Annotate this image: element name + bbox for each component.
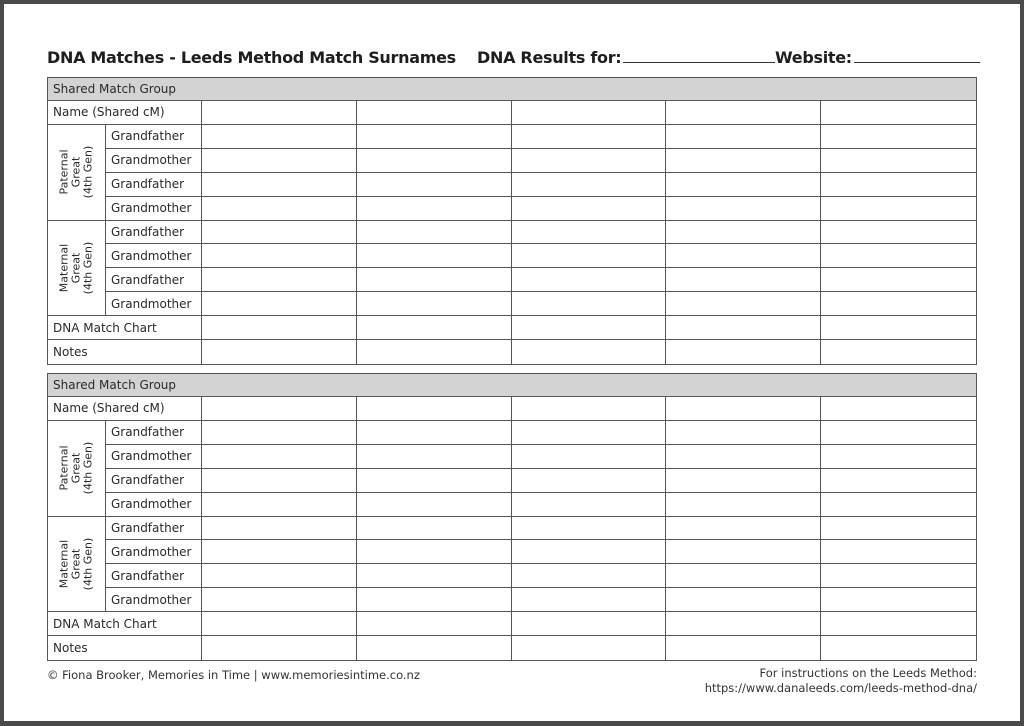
entry-cell[interactable]: [512, 445, 667, 469]
paternal-row-label: Grandfather: [106, 173, 202, 197]
entry-cell[interactable]: [821, 101, 976, 125]
entry-cell[interactable]: [821, 421, 976, 445]
entry-cell[interactable]: [357, 397, 512, 421]
paternal-row-label: Grandfather: [106, 421, 202, 445]
entry-cell[interactable]: [357, 340, 512, 364]
paternal-row-label: Grandfather: [106, 469, 202, 493]
page-header: [47, 48, 977, 70]
entry-cell[interactable]: [821, 517, 976, 541]
paternal-great-label: Paternal Great (4th Gen): [57, 145, 95, 199]
entry-cell[interactable]: [821, 612, 976, 636]
website-field: [775, 48, 980, 67]
entry-cell[interactable]: [666, 316, 821, 340]
entry-cell[interactable]: [821, 173, 976, 197]
entry-cell[interactable]: [512, 636, 667, 660]
entry-cell[interactable]: [202, 292, 357, 316]
entry-cell[interactable]: [357, 445, 512, 469]
maternal-row-label: Grandmother: [106, 292, 202, 316]
entry-cell[interactable]: [512, 517, 667, 541]
entry-cell[interactable]: [357, 493, 512, 517]
entry-cell[interactable]: [821, 493, 976, 517]
entry-cell[interactable]: [357, 421, 512, 445]
maternal-row-label: Grandmother: [106, 588, 202, 612]
entry-cell[interactable]: [357, 636, 512, 660]
name-shared-cm-label: Name (Shared cM): [48, 397, 202, 421]
entry-cell[interactable]: [202, 612, 357, 636]
entry-cell[interactable]: [512, 149, 667, 173]
entry-cell[interactable]: [666, 564, 821, 588]
entry-cell[interactable]: [357, 292, 512, 316]
notes-label: Notes: [48, 340, 202, 364]
footer-instructions: [705, 666, 977, 696]
entry-cell[interactable]: [821, 292, 976, 316]
maternal-row-label: Grandmother: [106, 540, 202, 564]
maternal-great-label: Maternal Great (4th Gen): [57, 537, 95, 591]
group-header: Shared Match Group: [47, 373, 977, 397]
paternal-great-label-cell: [48, 125, 106, 221]
entry-cell[interactable]: [202, 197, 357, 221]
paternal-row-label: Grandmother: [106, 197, 202, 221]
paternal-row-label: Grandmother: [106, 493, 202, 517]
entry-cell[interactable]: [821, 197, 976, 221]
entry-cell[interactable]: [666, 540, 821, 564]
maternal-row-label: Grandfather: [106, 517, 202, 541]
paternal-row-label: Grandmother: [106, 445, 202, 469]
maternal-row-label: Grandfather: [106, 221, 202, 245]
entry-cell[interactable]: [821, 244, 976, 268]
entry-cell[interactable]: [202, 340, 357, 364]
entry-cell[interactable]: [666, 221, 821, 245]
entry-cell[interactable]: [357, 469, 512, 493]
entry-cell[interactable]: [357, 564, 512, 588]
entry-cell[interactable]: [202, 244, 357, 268]
entry-cell[interactable]: [512, 397, 667, 421]
maternal-row-label: Grandfather: [106, 268, 202, 292]
maternal-great-label-cell: [48, 221, 106, 317]
entry-cell[interactable]: [821, 149, 976, 173]
entry-cell[interactable]: [512, 340, 667, 364]
entry-cell[interactable]: [512, 493, 667, 517]
entry-cell[interactable]: [202, 421, 357, 445]
entry-cell[interactable]: [202, 469, 357, 493]
entry-cell[interactable]: [202, 397, 357, 421]
entry-cell[interactable]: [512, 292, 667, 316]
website-label: Website:: [775, 48, 852, 67]
entry-cell[interactable]: [666, 588, 821, 612]
entry-cell[interactable]: [202, 588, 357, 612]
dna-match-chart-label: DNA Match Chart: [48, 316, 202, 340]
entry-cell[interactable]: [666, 340, 821, 364]
entry-cell[interactable]: [512, 469, 667, 493]
entry-cell[interactable]: [821, 397, 976, 421]
entry-cell[interactable]: [666, 517, 821, 541]
entry-cell[interactable]: [202, 636, 357, 660]
entry-cell[interactable]: [666, 197, 821, 221]
footer-instructions-link[interactable]: https://www.danaleeds.com/leeds-method-dna/: [704, 681, 977, 695]
paternal-great-label: Paternal Great (4th Gen): [57, 441, 95, 495]
match-grid: [47, 101, 977, 365]
entry-cell[interactable]: [202, 540, 357, 564]
maternal-great-label-cell: [48, 517, 106, 613]
entry-cell[interactable]: [512, 268, 667, 292]
entry-cell[interactable]: [666, 125, 821, 149]
entry-cell[interactable]: [357, 149, 512, 173]
entry-cell[interactable]: [202, 493, 357, 517]
entry-cell[interactable]: [202, 221, 357, 245]
entry-cell[interactable]: [512, 244, 667, 268]
dna-results-label: DNA Results for:: [477, 48, 622, 67]
paternal-row-label: Grandmother: [106, 149, 202, 173]
entry-cell[interactable]: [821, 340, 976, 364]
notes-label: Notes: [48, 636, 202, 660]
entry-cell[interactable]: [202, 173, 357, 197]
dna-results-blank-line[interactable]: [623, 48, 775, 63]
entry-cell[interactable]: [357, 517, 512, 541]
entry-cell[interactable]: [512, 221, 667, 245]
website-blank-line[interactable]: [854, 48, 980, 63]
entry-cell[interactable]: [357, 197, 512, 221]
entry-cell[interactable]: [357, 588, 512, 612]
entry-cell[interactable]: [357, 540, 512, 564]
entry-cell[interactable]: [512, 588, 667, 612]
entry-cell[interactable]: [512, 564, 667, 588]
name-shared-cm-label: Name (Shared cM): [48, 101, 202, 125]
entry-cell[interactable]: [512, 421, 667, 445]
paternal-row-label: Grandfather: [106, 125, 202, 149]
entry-cell[interactable]: [357, 221, 512, 245]
footer-copyright: © Fiona Brooker, Memories in Time | www.memoriesintime.co.nz: [47, 668, 420, 682]
entry-cell[interactable]: [202, 149, 357, 173]
entry-cell[interactable]: [512, 125, 667, 149]
entry-cell[interactable]: [512, 316, 667, 340]
entry-cell[interactable]: [666, 493, 821, 517]
entry-cell[interactable]: [821, 221, 976, 245]
entry-cell[interactable]: [512, 197, 667, 221]
entry-cell[interactable]: [357, 125, 512, 149]
page-title: DNA Matches - Leeds Method Match Surnames: [47, 48, 456, 67]
group-header: Shared Match Group: [47, 77, 977, 101]
entry-cell[interactable]: [202, 564, 357, 588]
entry-cell[interactable]: [202, 316, 357, 340]
entry-cell[interactable]: [357, 612, 512, 636]
entry-cell[interactable]: [666, 292, 821, 316]
entry-cell[interactable]: [821, 564, 976, 588]
entry-cell[interactable]: [666, 101, 821, 125]
entry-cell[interactable]: [821, 588, 976, 612]
entry-cell[interactable]: [666, 149, 821, 173]
entry-cell[interactable]: [666, 612, 821, 636]
entry-cell[interactable]: [821, 445, 976, 469]
entry-cell[interactable]: [202, 125, 357, 149]
entry-cell[interactable]: [357, 244, 512, 268]
entry-cell[interactable]: [357, 268, 512, 292]
entry-cell[interactable]: [512, 540, 667, 564]
entry-cell[interactable]: [821, 268, 976, 292]
entry-cell[interactable]: [821, 636, 976, 660]
entry-cell[interactable]: [666, 268, 821, 292]
dna-results-field: [477, 48, 775, 67]
maternal-row-label: Grandmother: [106, 244, 202, 268]
entry-cell[interactable]: [512, 101, 667, 125]
entry-cell[interactable]: [666, 421, 821, 445]
entry-cell[interactable]: [357, 173, 512, 197]
entry-cell[interactable]: [202, 268, 357, 292]
entry-cell[interactable]: [202, 445, 357, 469]
entry-cell[interactable]: [202, 517, 357, 541]
footer-instructions-line1: For instructions on the Leeds Method:: [759, 666, 977, 680]
entry-cell[interactable]: [821, 469, 976, 493]
entry-cell[interactable]: [666, 173, 821, 197]
match-grid: [47, 397, 977, 661]
paternal-great-label-cell: [48, 421, 106, 517]
dna-match-chart-label: DNA Match Chart: [48, 612, 202, 636]
entry-cell[interactable]: [821, 540, 976, 564]
entry-cell[interactable]: [666, 397, 821, 421]
entry-cell[interactable]: [202, 101, 357, 125]
entry-cell[interactable]: [512, 612, 667, 636]
entry-cell[interactable]: [357, 316, 512, 340]
entry-cell[interactable]: [666, 244, 821, 268]
entry-cell[interactable]: [666, 469, 821, 493]
entry-cell[interactable]: [666, 445, 821, 469]
entry-cell[interactable]: [821, 125, 976, 149]
entry-cell[interactable]: [821, 316, 976, 340]
entry-cell[interactable]: [666, 636, 821, 660]
maternal-row-label: Grandfather: [106, 564, 202, 588]
entry-cell[interactable]: [512, 173, 667, 197]
entry-cell[interactable]: [357, 101, 512, 125]
maternal-great-label: Maternal Great (4th Gen): [57, 241, 95, 295]
